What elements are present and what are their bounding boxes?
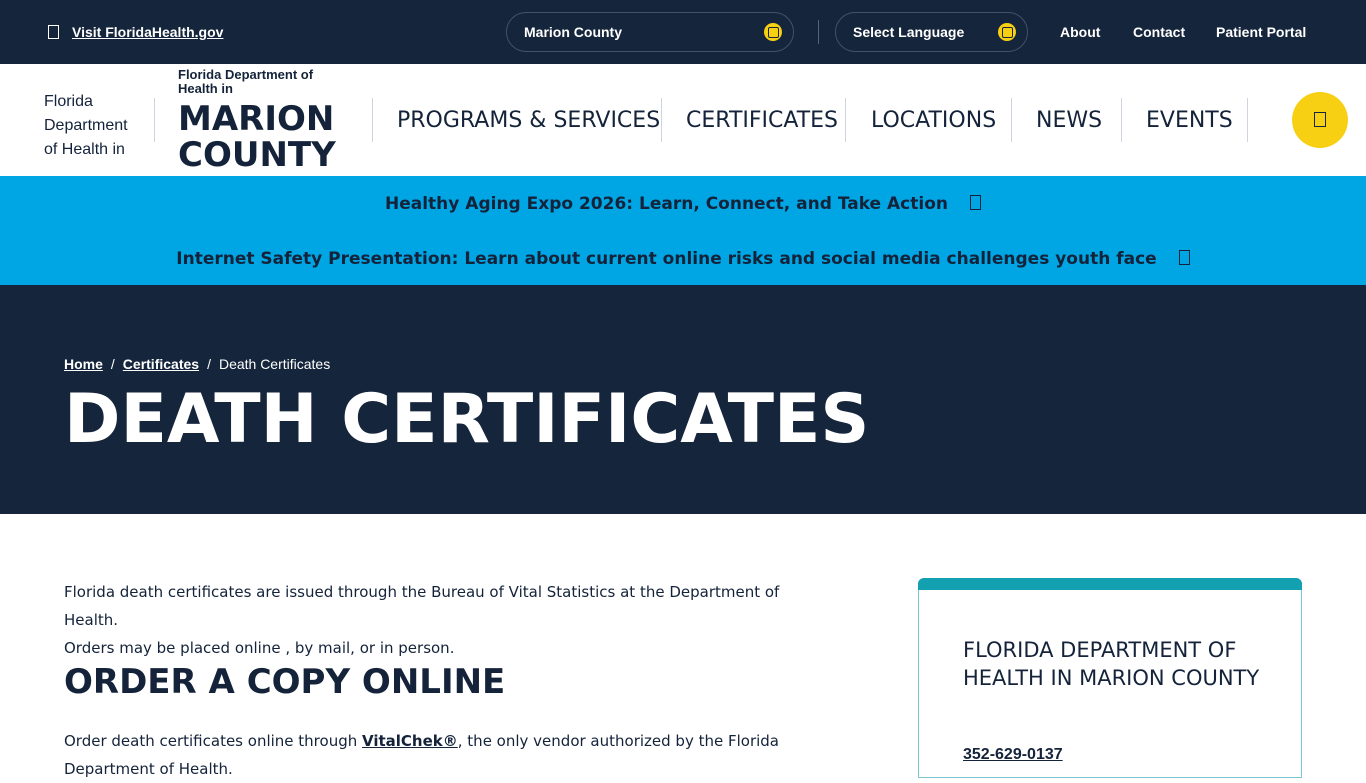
dept-name[interactable]: Florida Department of Health in — [178, 67, 314, 96]
breadcrumb-certificates[interactable]: Certificates — [122, 356, 200, 372]
county-select-label: Marion County — [524, 24, 622, 40]
breadcrumb-home[interactable]: Home — [64, 356, 103, 372]
nav-divider — [1121, 98, 1122, 142]
search-button[interactable] — [1292, 92, 1348, 148]
site-header — [0, 64, 1366, 176]
intro-line-1: Florida death certificates are issued through the Bureau of Vital Statistics at the Department of Health. — [64, 583, 780, 629]
vitalchek-link[interactable]: VitalChek® — [362, 732, 458, 750]
breadcrumb-separator: / — [110, 356, 115, 372]
order-text-after: , the only vendor authorized by the Florida — [457, 732, 779, 750]
county-name[interactable]: MARION COUNTY — [178, 99, 336, 175]
card-accent-bar — [918, 578, 1302, 590]
language-select[interactable] — [835, 12, 1028, 52]
order-text-line-2: Department of Health. — [64, 760, 233, 778]
breadcrumb-separator: / — [207, 356, 211, 372]
external-link-icon — [48, 25, 59, 39]
nav-divider — [1247, 98, 1248, 142]
section-heading: ORDER A COPY ONLINE — [64, 662, 506, 702]
alert-item[interactable] — [0, 249, 1366, 269]
order-paragraph — [64, 727, 824, 783]
nav-certificates[interactable]: CERTIFICATES — [686, 108, 839, 133]
language-select-label: Select Language — [853, 24, 965, 40]
page-title: DEATH CERTIFICATES — [64, 380, 870, 459]
nav-divider — [845, 98, 846, 142]
alert-banner — [0, 176, 1366, 285]
patient-portal-link[interactable]: Patient Portal — [1216, 24, 1307, 40]
alert-item[interactable] — [0, 194, 1366, 214]
about-link[interactable]: About — [1060, 24, 1101, 40]
phone-link[interactable]: 352-629-0137 — [963, 746, 1063, 763]
contact-card — [918, 578, 1302, 778]
card-title: FLORIDA DEPARTMENT OF HEALTH IN MARION COUNTY — [963, 638, 1260, 690]
alert-text: Internet Safety Presentation: Learn about current online risks and social media challenges youth face — [176, 249, 1157, 269]
nav-divider — [661, 98, 662, 142]
breadcrumb — [64, 356, 330, 372]
nav-events[interactable]: EVENTS — [1146, 108, 1233, 133]
page-hero — [0, 285, 1366, 514]
alert-text: Healthy Aging Expo 2026: Learn, Connect, and Take Action — [385, 194, 948, 214]
site-logo[interactable]: Florida Department of Health in — [44, 93, 128, 158]
intro-paragraph — [64, 578, 824, 662]
utility-bar — [0, 0, 1366, 64]
nav-news[interactable]: NEWS — [1036, 108, 1103, 133]
nav-divider — [372, 98, 373, 142]
visit-floridahealth-link[interactable]: Visit FloridaHealth.gov — [72, 24, 224, 40]
order-text-before: Order death certificates online through — [64, 732, 362, 750]
breadcrumb-current: Death Certificates — [218, 356, 331, 372]
logo-divider — [154, 98, 155, 142]
county-select[interactable] — [506, 12, 794, 52]
nav-locations[interactable]: LOCATIONS — [871, 108, 997, 133]
contact-link[interactable]: Contact — [1133, 24, 1186, 40]
alert-arrow-icon — [1179, 250, 1190, 265]
nav-programs-services[interactable]: PROGRAMS & SERVICES — [397, 108, 661, 133]
search-icon — [1314, 112, 1326, 127]
alert-arrow-icon — [970, 195, 981, 210]
language-dropdown-icon — [998, 23, 1016, 41]
intro-line-2: Orders may be placed online , by mail, or in person. — [64, 639, 455, 657]
visit-floridahealth[interactable] — [48, 22, 223, 42]
county-dropdown-icon — [764, 23, 782, 41]
nav-divider — [1011, 98, 1012, 142]
utility-divider — [818, 20, 819, 44]
